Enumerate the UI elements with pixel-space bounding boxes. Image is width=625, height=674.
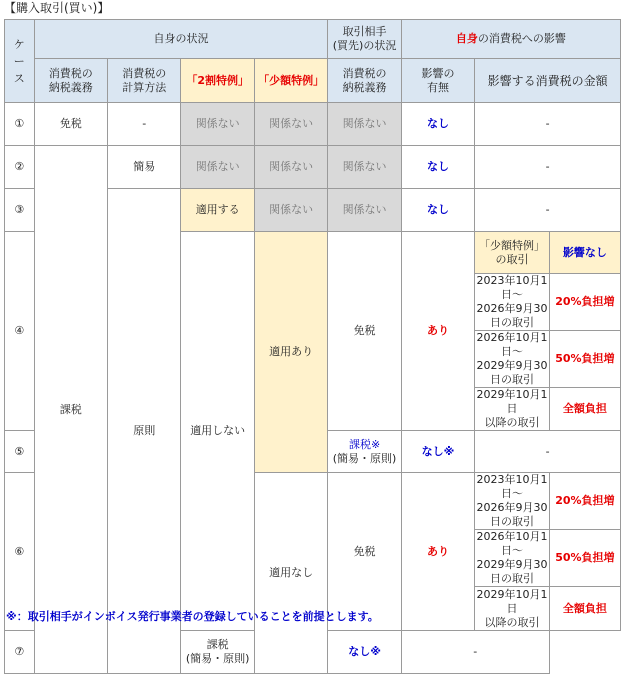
case5-partner-duty xyxy=(328,431,401,473)
case-number-4: ④ xyxy=(5,232,35,431)
header-impact xyxy=(401,20,620,59)
header-tax-duty-2: 納税義務 xyxy=(48,80,93,94)
header-impact-rest: の消費税への影響 xyxy=(477,32,566,45)
case6-period-1-line2: 2026年9月30日の取引 xyxy=(476,501,548,528)
header-partner-duty xyxy=(328,59,401,103)
case4-impact-flag: あり xyxy=(401,232,474,431)
case-number-6: ⑥ xyxy=(5,473,35,631)
case-number-5: ⑤ xyxy=(5,431,35,473)
case1-impact-flag: なし xyxy=(401,103,474,146)
header-calc-method-2: 計算方法 xyxy=(122,80,167,94)
case6-impact-flag: あり xyxy=(401,473,474,631)
purchase-transaction-table xyxy=(4,19,621,674)
case3-shogaku: 関係ない xyxy=(254,189,327,232)
case1-tax-duty: 免税 xyxy=(34,103,107,146)
case-number-7: ⑦ xyxy=(5,631,35,674)
case5-impact-amount: - xyxy=(475,431,621,473)
case4-period-2 xyxy=(475,331,550,388)
case7-partner-duty xyxy=(181,631,254,674)
case3-2wari: 適用する xyxy=(181,189,254,232)
case6-period-1-line1: 2023年10月1日～ xyxy=(476,473,548,500)
case6-period-3-line2: 以降の取引 xyxy=(484,615,540,629)
case-number-2: ② xyxy=(5,146,35,189)
kazei-tax-duty: 課税 xyxy=(34,146,107,674)
case7-impact-flag: なし※ xyxy=(328,631,401,674)
case7-partner-sub: (簡易・原則) xyxy=(185,652,250,665)
header-impact-flag-1: 影響の xyxy=(421,66,455,80)
header-partner-duty-1: 消費税の xyxy=(342,66,387,80)
header-impact-self: 自身 xyxy=(455,32,478,45)
case4-period-3 xyxy=(475,388,550,431)
case4-no-effect: 影響なし xyxy=(549,232,620,274)
case4-partner-duty: 免税 xyxy=(328,232,401,431)
header-partner-status-1: 取引相手 xyxy=(342,25,387,38)
header-impact-flag xyxy=(401,59,474,103)
case4-period-1-line2: 2026年9月30日の取引 xyxy=(476,302,548,329)
header-2wari-tokurei: 「2割特例」 xyxy=(181,59,254,103)
case4-period-2-line1: 2026年10月1日～ xyxy=(476,331,548,358)
case2-impact-amount: - xyxy=(475,146,621,189)
case2-impact-flag: なし xyxy=(401,146,474,189)
case4-period-1-line1: 2023年10月1日～ xyxy=(476,274,548,301)
case3-impact-flag: なし xyxy=(401,189,474,232)
case6-partner-duty: 免税 xyxy=(328,473,401,631)
case4-period-3-line1: 2029年10月1日 xyxy=(476,388,548,415)
header-calc-method xyxy=(108,59,181,103)
header-tax-duty-1: 消費税の xyxy=(48,66,93,80)
header-partner-duty-2: 納税義務 xyxy=(342,80,387,94)
shogaku-applied: 適用あり xyxy=(254,232,327,473)
header-shogaku-tokurei: 「少額特例」 xyxy=(254,59,327,103)
case2-calc-method: 簡易 xyxy=(108,146,181,189)
case6-period-3 xyxy=(475,587,550,631)
case6-period-3-effect: 全額負担 xyxy=(549,587,620,631)
header-case xyxy=(5,20,35,103)
case3-impact-amount: - xyxy=(475,189,621,232)
header-case-2: ー xyxy=(13,54,25,68)
case4-period-1-effect: 20%負担増 xyxy=(549,274,620,331)
case4-period-3-effect: 全額負担 xyxy=(549,388,620,431)
case6-period-3-line1: 2029年10月1日 xyxy=(476,587,548,615)
case4-period-1 xyxy=(475,274,550,331)
case4-period-2-effect: 50%負担増 xyxy=(549,331,620,388)
case6-period-2-line1: 2026年10月1日～ xyxy=(476,530,548,557)
case1-impact-amount: - xyxy=(475,103,621,146)
header-case-3: ス xyxy=(13,71,25,85)
case-number-1: ① xyxy=(5,103,35,146)
case7-partner-kazei-text: 課税 xyxy=(206,638,229,651)
case1-calc-method: - xyxy=(108,103,181,146)
header-own-status: 自身の状況 xyxy=(34,20,328,59)
case3-partner-duty: 関係ない xyxy=(328,189,401,232)
case1-shogaku: 関係ない xyxy=(254,103,327,146)
header-partner-status xyxy=(328,20,401,59)
case4-period-3-line2: 以降の取引 xyxy=(484,416,540,429)
header-case-1: ケ xyxy=(13,37,25,51)
case7-impact-amount: - xyxy=(401,631,549,674)
case4-period-2-line2: 2029年9月30日の取引 xyxy=(476,359,548,386)
header-tax-duty xyxy=(34,59,107,103)
case2-shogaku: 関係ない xyxy=(254,146,327,189)
case5-partner-kazei: 課税※ xyxy=(348,437,381,451)
footnote: ※：取引相手がインボイス発行事業者の登録していることを前提とします。 xyxy=(6,610,379,623)
case6-period-2-effect: 50%負担増 xyxy=(549,530,620,587)
case2-partner-duty: 関係ない xyxy=(328,146,401,189)
header-partner-status-2: (買先)の状況 xyxy=(332,39,397,52)
case6-period-2 xyxy=(475,530,550,587)
case2-2wari: 関係ない xyxy=(181,146,254,189)
case1-2wari: 関係ない xyxy=(181,103,254,146)
case5-impact-flag: なし※ xyxy=(401,431,474,473)
case1-partner-duty: 関係ない xyxy=(328,103,401,146)
case4-shogaku-transaction: 「少額特例」の取引 xyxy=(475,232,550,274)
header-impact-flag-2: 有無 xyxy=(427,80,449,94)
page-title: 【購入取引(買い)】 xyxy=(4,1,110,15)
case6-period-1-effect: 20%負担増 xyxy=(549,473,620,530)
wari2-not-applied: 適用しない xyxy=(181,232,254,631)
case-number-3: ③ xyxy=(5,189,35,232)
case5-partner-sub: (簡易・原則) xyxy=(332,451,397,465)
case6-period-2-line2: 2029年9月30日の取引 xyxy=(476,558,548,585)
gensoku-calc-method: 原則 xyxy=(108,189,181,674)
header-impact-amount: 影響する消費税の金額 xyxy=(475,59,621,103)
shogaku-not-applied: 適用なし xyxy=(254,473,327,674)
header-calc-method-1: 消費税の xyxy=(122,66,167,80)
case6-period-1 xyxy=(475,473,550,530)
